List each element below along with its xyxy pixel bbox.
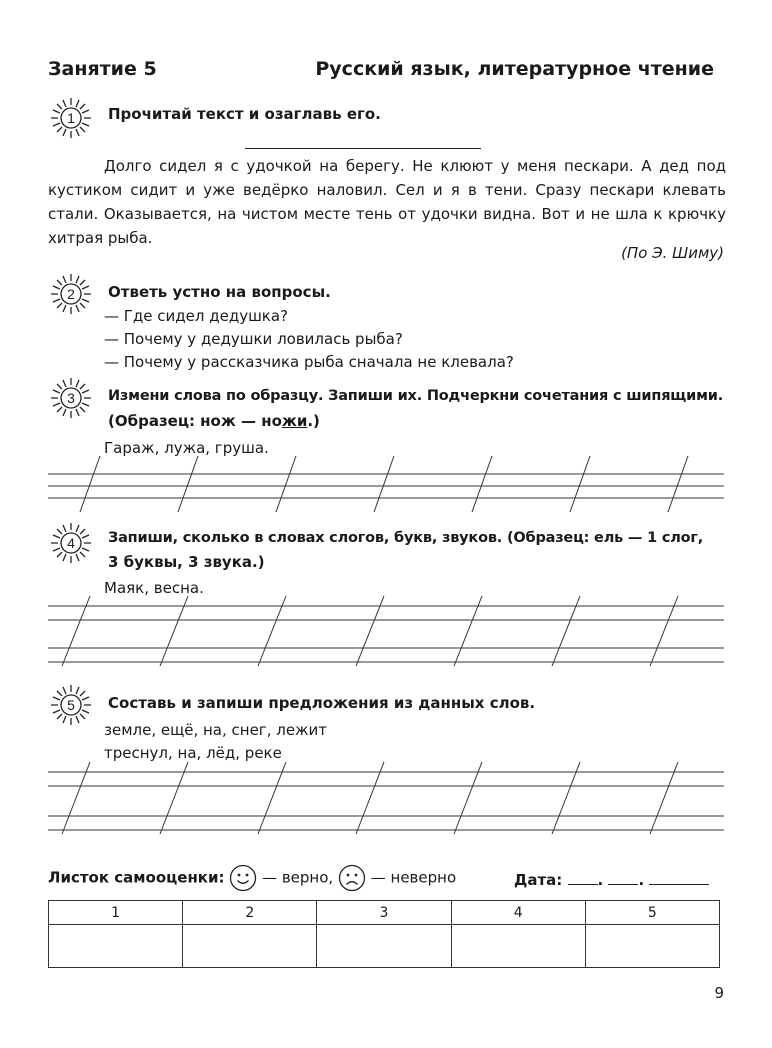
task5-words-2: треснул, на, лёд, реке: [104, 744, 282, 762]
column-2-header: 2: [183, 901, 317, 925]
assessment-cell-1[interactable]: [49, 925, 183, 968]
task5-title: Составь и запиши предложения из данных слов.: [108, 694, 536, 712]
writing-lines-task4[interactable]: [48, 594, 724, 668]
svg-text:1: 1: [67, 110, 75, 126]
column-5-header: 5: [585, 901, 719, 925]
lesson-title: Занятие 5: [48, 58, 157, 80]
sun-number-4-icon: [50, 522, 92, 564]
column-1-header: 1: [49, 901, 183, 925]
question-3: — Почему у рассказчика рыба сначала не клевала?: [104, 353, 514, 371]
column-3-header: 3: [317, 901, 451, 925]
svg-text:5: 5: [67, 697, 75, 713]
task5-words-1: земле, ещё, на, снег, лежит: [104, 721, 328, 739]
sad-face-icon: [338, 864, 366, 892]
self-assessment-label: Листок самооценки:: [48, 868, 225, 887]
subject-title: Русский язык, литературное чтение: [315, 58, 714, 80]
page-number: 9: [714, 984, 724, 1002]
assessment-cell-3[interactable]: [317, 925, 451, 968]
task2-title: Ответь устно на вопросы.: [108, 283, 331, 301]
question-2: — Почему у дедушки ловилась рыба?: [104, 330, 403, 348]
task1-title: Прочитай текст и озаглавь его.: [108, 105, 381, 123]
question-1: — Где сидел дедушка?: [104, 307, 289, 325]
underlined-sample: жи: [281, 412, 308, 430]
task3-title-line1: Измени слова по образцу. Запиши их. Подчеркни сочетания с шипящими.: [108, 388, 724, 404]
task3-title-line2: (Образец: нож — ножи.): [108, 412, 320, 430]
sun-number-1-icon: [50, 97, 92, 139]
writing-lines-task5[interactable]: [48, 760, 724, 836]
task4-title-line1: Запиши, сколько в словах слогов, букв, звуков. (Образец: ель — 1 слог,: [108, 530, 704, 546]
task4-title-line2: 3 буквы, 3 звука.): [108, 553, 265, 571]
writing-lines-task3[interactable]: [48, 454, 724, 514]
svg-text:2: 2: [67, 286, 75, 302]
date-month-blank[interactable]: [608, 870, 638, 885]
svg-text:4: 4: [67, 535, 75, 551]
svg-text:3: 3: [67, 390, 75, 406]
title-answer-line[interactable]: [245, 148, 481, 149]
sun-number-5-icon: [50, 684, 92, 726]
assessment-cell-5[interactable]: [585, 925, 719, 968]
incorrect-label: — неверно: [370, 868, 457, 887]
correct-label: — верно,: [262, 868, 334, 887]
self-assessment-table: [48, 900, 720, 968]
sun-number-2-icon: [50, 273, 92, 315]
date-year-blank[interactable]: [649, 870, 709, 885]
task4-words: Маяк, весна.: [104, 579, 204, 597]
smile-face-icon: [229, 864, 257, 892]
task1-text: Долго сидел я с удочкой на берегу. Не клюют у меня пескари. А дед под кустиком сидит и уже ведёрко наловил. Сел и я в тени. Сразу пескари клевать стали. Оказывается, на чистом месте тень от удочки видна. Вот и не шла к крючку хитрая рыба.: [48, 157, 726, 247]
sun-number-3-icon: [50, 377, 92, 419]
assessment-cell-2[interactable]: [183, 925, 317, 968]
date-label: Дата:: [514, 871, 563, 889]
date-day-blank[interactable]: [568, 870, 598, 885]
task3-words: Гараж, лужа, груша.: [104, 439, 269, 457]
date-field: Дата: . .: [514, 870, 709, 889]
self-assessment-row: [48, 864, 456, 892]
task1-author: (По Э. Шиму): [621, 244, 724, 262]
assessment-cell-4[interactable]: [451, 925, 585, 968]
column-4-header: 4: [451, 901, 585, 925]
